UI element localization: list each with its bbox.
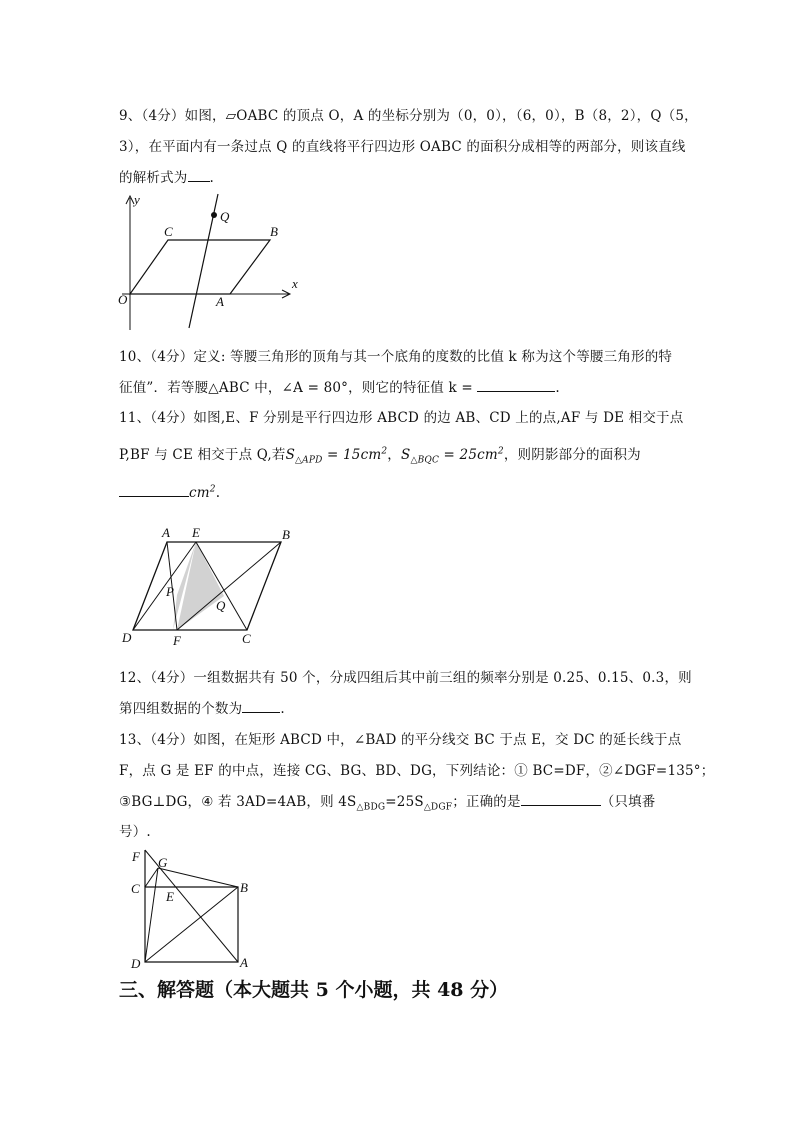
q11-s-bqc: $S_{\triangle BQC} = 25cm^2$: [401, 446, 504, 466]
q11-sep: ，: [387, 447, 401, 463]
q12-line2: [119, 697, 285, 717]
q10-prompt: 征值”．若等腰△ABC 中，∠A = 80°，则它的特征值 k =: [119, 380, 473, 396]
label-g: G: [158, 855, 168, 870]
parallelogram-oabc: [130, 240, 270, 294]
label-a: A: [162, 525, 170, 540]
q12-period: .: [280, 701, 285, 717]
q10-line2: [119, 376, 560, 396]
segment-bd: [145, 887, 238, 962]
q11-answer-blank[interactable]: [119, 484, 189, 497]
label-a: A: [216, 294, 224, 309]
q9-period: .: [209, 170, 214, 186]
segment-dg: [145, 868, 158, 962]
q11-unit: cm: [189, 485, 210, 501]
q10-answer-blank[interactable]: [477, 379, 555, 392]
label-p: P: [166, 584, 174, 599]
q11-unit-exp: 2: [209, 484, 216, 495]
q12-line1: 12、（4分）一组数据共有 50 个，分成四组后其中前三组的频率分别是 0.25、0.15、0.3，则: [119, 670, 692, 686]
q13-line2: F，点 G 是 EF 的中点，连接 CG、BG、BD、DG，下列结论：① BC=DF，②∠DGF=135°；: [119, 763, 715, 779]
label-x: x: [292, 276, 298, 291]
q13-sub-bdg: △BDG: [356, 802, 386, 813]
q11-period: .: [215, 485, 221, 501]
q13-line3: [119, 790, 656, 813]
label-e: E: [166, 889, 174, 904]
label-q: Q: [216, 598, 226, 613]
q11-s-apd: $S_{\triangle APD} = 15cm^2$: [285, 446, 388, 466]
q13-stmt-c: ；正确的是: [452, 794, 521, 810]
label-e: E: [192, 525, 200, 540]
q13-sub-dgf: △DGF: [423, 802, 453, 813]
q11-prompt: P,BF 与 CE 相交于点 Q,若: [119, 447, 286, 463]
label-d: D: [122, 630, 132, 645]
q11-prompt-end: ，则阴影部分的面积为: [503, 447, 641, 463]
q13-figure: [128, 845, 258, 970]
point-q: [211, 212, 217, 218]
label-d: D: [131, 956, 141, 970]
q9-line3: [119, 166, 214, 186]
q10-line1: 10、（4分）定义: 等腰三角形的顶角与其一个底角的度数的比值 k 称为这个等腰三角形的特: [119, 349, 673, 365]
q11-line1: 11、（4分）如图,E、F 分别是平行四边形 ABCD 的边 AB、CD 上的点,AF 与 DE 相交于点: [119, 410, 684, 426]
segment-bg: [158, 868, 238, 887]
q12-prompt: 第四组数据的个数为: [119, 701, 243, 717]
q9-prompt: 的解析式为: [119, 170, 188, 186]
q13-stmt-d: （只填番: [600, 794, 656, 810]
q11-line2: [119, 443, 641, 466]
label-y: y: [134, 192, 140, 207]
label-b: B: [240, 880, 248, 895]
q9-line2: 3），在平面内有一条过点 Q 的直线将平行四边形 OABC 的面积分成相等的两部分，则该直线: [119, 139, 686, 155]
label-c: C: [164, 224, 173, 239]
q11-figure: [118, 520, 300, 650]
q13-line4: 号）.: [119, 824, 151, 840]
label-b: B: [282, 527, 290, 542]
q13-stmt-a: ③BG⊥DG，④ 若 3AD=4AB，则 4S: [119, 794, 357, 810]
section-heading: 三、解答题（本大题共 5 个小题，共 48 分）: [119, 979, 509, 1001]
q9-figure: [112, 190, 302, 335]
q10-period: .: [555, 380, 560, 396]
q13-stmt-b: =25S: [385, 794, 424, 810]
q12-answer-blank[interactable]: [242, 700, 280, 713]
q13-answer-blank[interactable]: [521, 793, 601, 806]
label-a: A: [240, 955, 248, 970]
q9-answer-blank[interactable]: [188, 169, 210, 182]
q9-line1: 9、（4分）如图，▱OABC 的顶点 O，A 的坐标分别为（0，0），（6，0），B（8，2），Q（5，: [119, 108, 698, 124]
label-f: F: [132, 849, 140, 864]
label-f: F: [173, 633, 181, 648]
label-q: Q: [220, 209, 230, 224]
q11-line3: [119, 484, 220, 501]
label-o: O: [118, 292, 128, 307]
label-c: C: [131, 881, 140, 896]
q13-line1: 13、（4分）如图，在矩形 ABCD 中，∠BAD 的平分线交 BC 于点 E，交 DC 的延长线于点: [119, 732, 682, 748]
label-b: B: [270, 224, 278, 239]
label-c: C: [242, 631, 251, 646]
